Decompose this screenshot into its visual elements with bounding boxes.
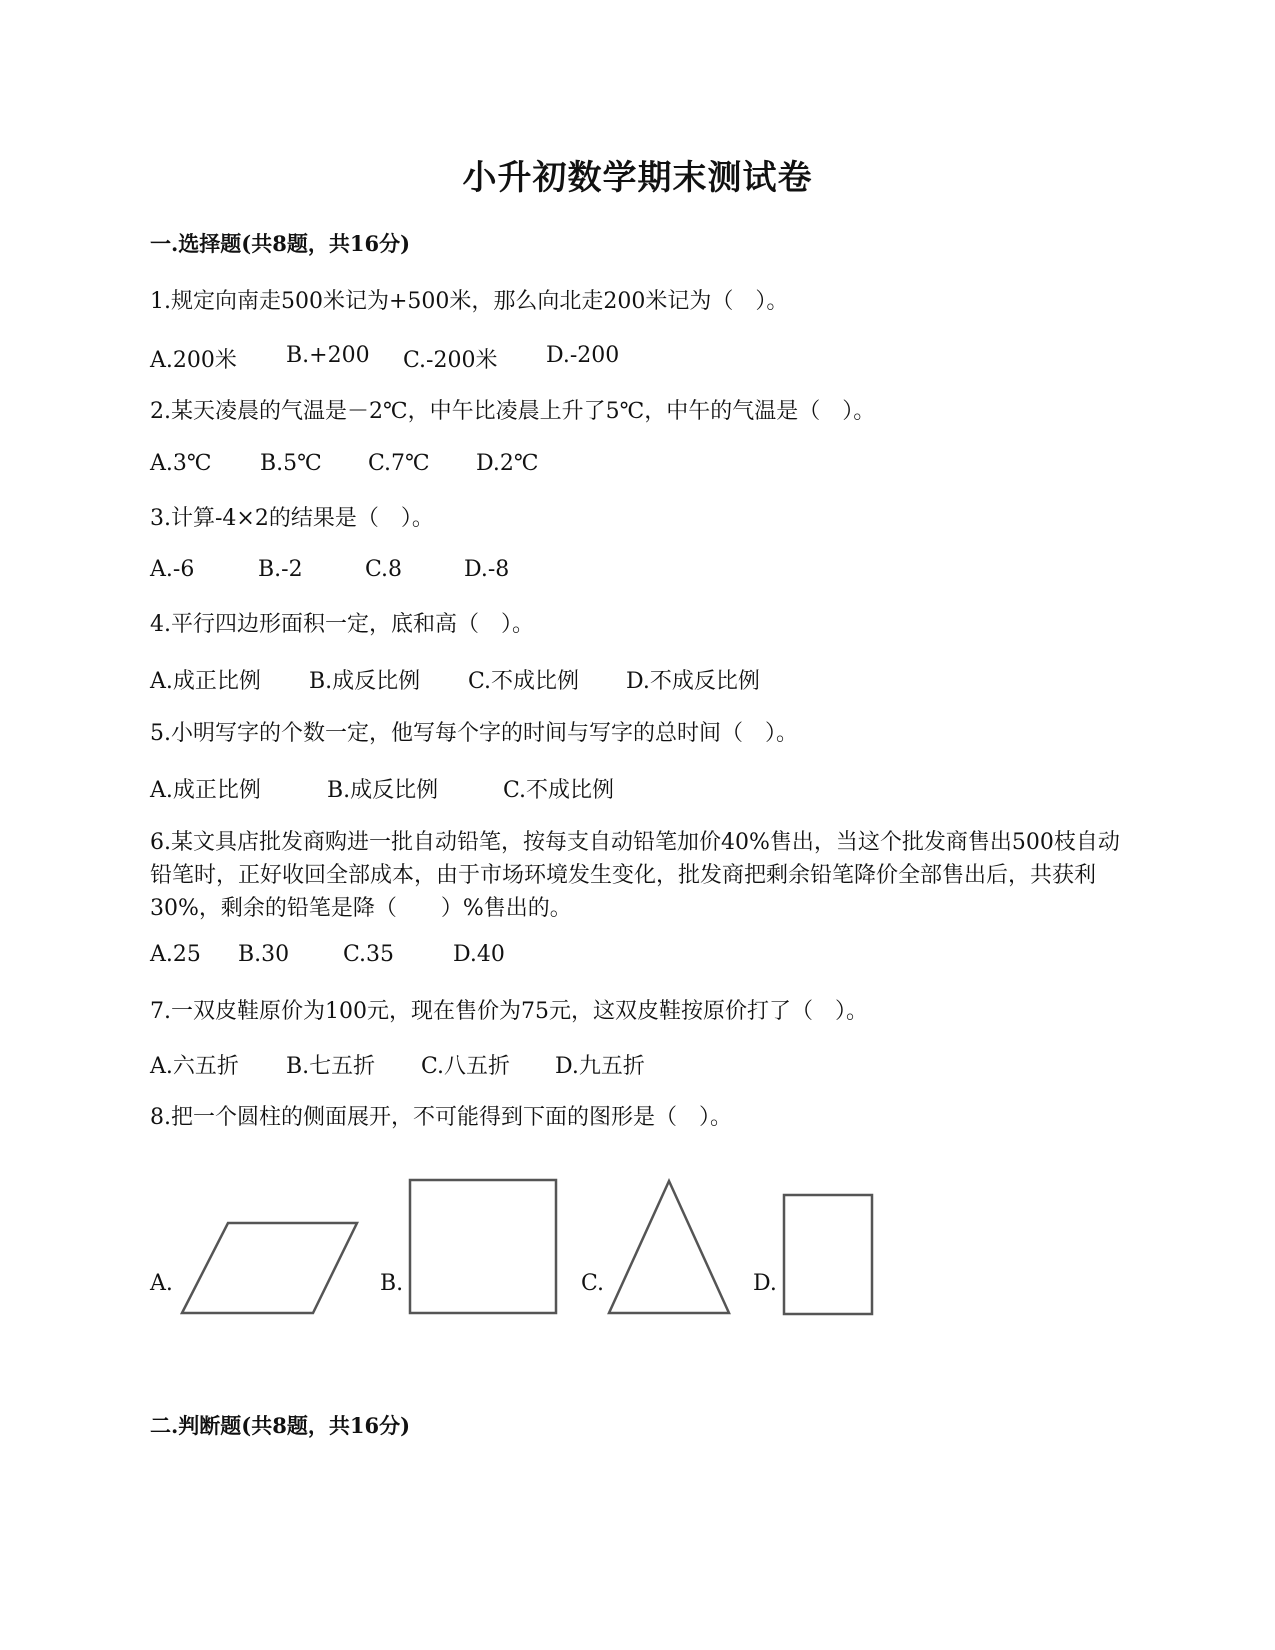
option: D.-200 [546, 343, 620, 368]
question-8: 8.把一个圆柱的侧面展开，不可能得到下面的图形是（ ）。 [150, 1105, 732, 1130]
option: B.5℃ [260, 451, 322, 476]
rectangle-figure [782, 1193, 874, 1317]
option: D.九五折 [555, 1054, 645, 1079]
option: B.30 [238, 942, 290, 967]
parallelogram-figure [180, 1220, 360, 1316]
question-7: 7.一双皮鞋原价为100元，现在售价为75元，这双皮鞋按原价打了（ ）。 [150, 999, 868, 1024]
question-1-options [150, 343, 1050, 373]
option: B.成反比例 [309, 669, 421, 694]
option: A.-6 [150, 557, 195, 582]
option: C.7℃ [368, 451, 430, 476]
option: A.成正比例 [150, 778, 261, 803]
figure-label-a: A. [150, 1271, 173, 1296]
question-2-options [150, 451, 1050, 481]
option: C.不成比例 [468, 669, 580, 694]
option: A.200米 [150, 348, 237, 373]
question-6-options [150, 942, 1050, 972]
option: C.-200米 [403, 348, 498, 373]
option: B.七五折 [286, 1054, 376, 1079]
question-5: 5.小明写字的个数一定，他写每个字的时间与写字的总时间（ ）。 [150, 721, 798, 746]
option: A.成正比例 [150, 669, 261, 694]
option: C.35 [343, 942, 395, 967]
option: D.-8 [464, 557, 510, 582]
question-3-options [150, 557, 1050, 587]
page-title: 小升初数学期末测试卷 [462, 158, 813, 198]
figure-label-d: D. [753, 1271, 777, 1296]
figure-label-c: C. [581, 1271, 605, 1296]
section-heading-choice: 一.选择题(共8题，共16分) [150, 231, 411, 256]
option: A.25 [150, 942, 201, 967]
option: D.40 [453, 942, 505, 967]
option: C.八五折 [421, 1054, 511, 1079]
option: B.-2 [258, 557, 303, 582]
question-2: 2.某天凌晨的气温是－2℃，中午比凌晨上升了5℃，中午的气温是（ ）。 [150, 399, 876, 424]
question-7-options [150, 1049, 1050, 1079]
figure-label-b: B. [380, 1271, 404, 1296]
question-6: 6.某文具店批发商购进一批自动铅笔，按每支自动铅笔加价40%售出，当这个批发商售出500枝自动铅笔时，正好收回全部成本，由于市场环境发生变化，批发商把剩余铅笔降价全部售出后，共获利30%，剩余的铅笔是降（ ）%售出的。 [150, 830, 1120, 921]
square-figure [408, 1178, 558, 1318]
question-5-options [150, 773, 1050, 803]
option: D.2℃ [476, 451, 539, 476]
option: A.六五折 [150, 1054, 239, 1079]
section-heading-judgement: 二.判断题(共8题，共16分) [150, 1413, 411, 1438]
option: C.8 [365, 557, 403, 582]
triangle-figure [606, 1178, 732, 1318]
option: D.不成反比例 [626, 669, 760, 694]
question-4: 4.平行四边形面积一定，底和高（ ）。 [150, 612, 534, 637]
option: C.不成比例 [503, 778, 615, 803]
option: B.成反比例 [327, 778, 439, 803]
option: B.+200 [286, 343, 370, 368]
question-3: 3.计算-4×2的结果是（ ）。 [150, 506, 434, 531]
question-4-options [150, 664, 1050, 694]
question-1: 1.规定向南走500米记为+500米，那么向北走200米记为（ ）。 [150, 289, 789, 314]
option: A.3℃ [150, 451, 212, 476]
